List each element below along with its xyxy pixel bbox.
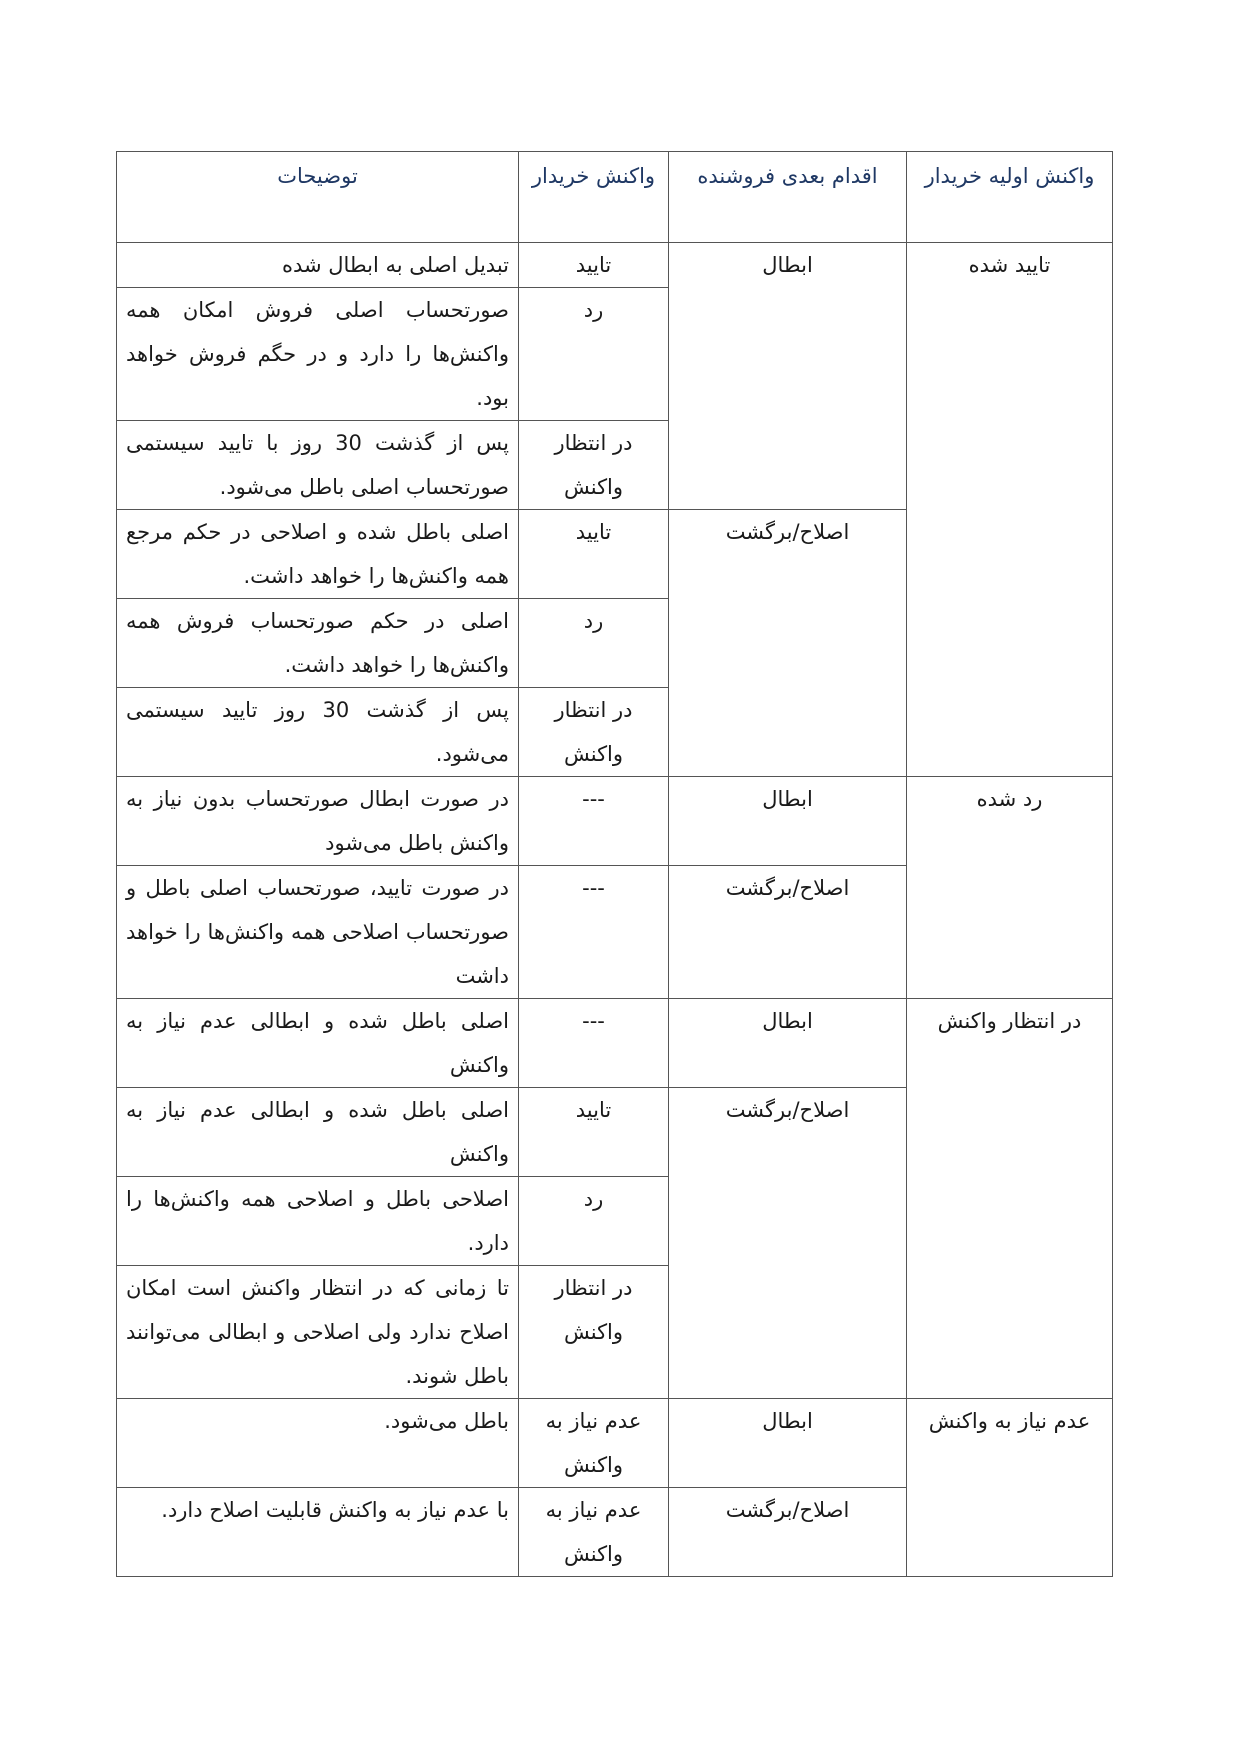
seller-action-cell: اصلاح/برگشت bbox=[669, 1488, 907, 1577]
table-body bbox=[117, 243, 1113, 1577]
buyer-reaction-cell: در انتظار واکنش bbox=[519, 1266, 669, 1399]
description-cell: صورتحساب اصلی فروش امکان همه واکنش‌ها را دارد و در حگم فروش خواهد بود. bbox=[117, 288, 519, 421]
description-cell: تبدیل اصلی به ابطال شده bbox=[117, 243, 519, 288]
buyer-reaction-cell: --- bbox=[519, 866, 669, 999]
header-buyer-reaction: واکنش خریدار bbox=[519, 152, 669, 243]
buyer-reaction-cell: عدم نیاز به واکنش bbox=[519, 1399, 669, 1488]
header-description: توضیحات bbox=[117, 152, 519, 243]
seller-action-cell: ابطال bbox=[669, 999, 907, 1088]
table-header-row bbox=[117, 152, 1113, 243]
seller-action-cell: ابطال bbox=[669, 243, 907, 510]
invoice-reaction-table bbox=[116, 151, 1113, 1577]
seller-action-cell: اصلاح/برگشت bbox=[669, 1088, 907, 1399]
initial-reaction-cell: تایید شده bbox=[907, 243, 1113, 777]
description-cell: تا زمانی که در انتظار واکنش است امکان اصلاح ندارد ولی اصلاحی و ابطالی می‌توانند باطل شوند. bbox=[117, 1266, 519, 1399]
initial-reaction-cell: عدم نیاز به واکنش bbox=[907, 1399, 1113, 1577]
description-cell: پس از گذشت 30 روز تایید سیستمی می‌شود. bbox=[117, 688, 519, 777]
buyer-reaction-cell: تایید bbox=[519, 510, 669, 599]
seller-action-cell: ابطال bbox=[669, 1399, 907, 1488]
description-cell: باطل می‌شود. bbox=[117, 1399, 519, 1488]
document-page bbox=[116, 151, 1112, 1577]
seller-action-cell: اصلاح/برگشت bbox=[669, 866, 907, 999]
table-row bbox=[117, 999, 1113, 1088]
description-cell: پس از گذشت 30 روز با تایید سیستمی صورتحساب اصلی باطل می‌شود. bbox=[117, 421, 519, 510]
buyer-reaction-cell: رد bbox=[519, 1177, 669, 1266]
description-cell: اصلی باطل شده و ابطالی عدم نیاز به واکنش bbox=[117, 999, 519, 1088]
buyer-reaction-cell: عدم نیاز به واکنش bbox=[519, 1488, 669, 1577]
header-initial-reaction: واکنش اولیه خریدار bbox=[907, 152, 1113, 243]
initial-reaction-cell: رد شده bbox=[907, 777, 1113, 999]
buyer-reaction-cell: --- bbox=[519, 777, 669, 866]
buyer-reaction-cell: تایید bbox=[519, 243, 669, 288]
seller-action-cell: ابطال bbox=[669, 777, 907, 866]
initial-reaction-cell: در انتظار واکنش bbox=[907, 999, 1113, 1399]
header-seller-action: اقدام بعدی فروشنده bbox=[669, 152, 907, 243]
table-row bbox=[117, 243, 1113, 288]
table-row bbox=[117, 777, 1113, 866]
description-cell: اصلی باطل شده و ابطالی عدم نیاز به واکنش bbox=[117, 1088, 519, 1177]
description-cell: با عدم نیاز به واکنش قابلیت اصلاح دارد. bbox=[117, 1488, 519, 1577]
description-cell: اصلاحی باطل و اصلاحی همه واکنش‌ها را دارد. bbox=[117, 1177, 519, 1266]
seller-action-cell: اصلاح/برگشت bbox=[669, 510, 907, 777]
buyer-reaction-cell: در انتظار واکنش bbox=[519, 688, 669, 777]
description-cell: در صورت تایید، صورتحساب اصلی باطل و صورتحساب اصلاحی همه واکنش‌ها را خواهد داشت bbox=[117, 866, 519, 999]
buyer-reaction-cell: در انتظار واکنش bbox=[519, 421, 669, 510]
description-cell: اصلی باطل شده و اصلاحی در حکم مرجع همه واکنش‌ها را خواهد داشت. bbox=[117, 510, 519, 599]
table-row bbox=[117, 1399, 1113, 1488]
buyer-reaction-cell: رد bbox=[519, 599, 669, 688]
description-cell: اصلی در حکم صورتحساب فروش همه واکنش‌ها را خواهد داشت. bbox=[117, 599, 519, 688]
buyer-reaction-cell: تایید bbox=[519, 1088, 669, 1177]
buyer-reaction-cell: رد bbox=[519, 288, 669, 421]
description-cell: در صورت ابطال صورتحساب بدون نیاز به واکنش باطل می‌شود bbox=[117, 777, 519, 866]
buyer-reaction-cell: --- bbox=[519, 999, 669, 1088]
